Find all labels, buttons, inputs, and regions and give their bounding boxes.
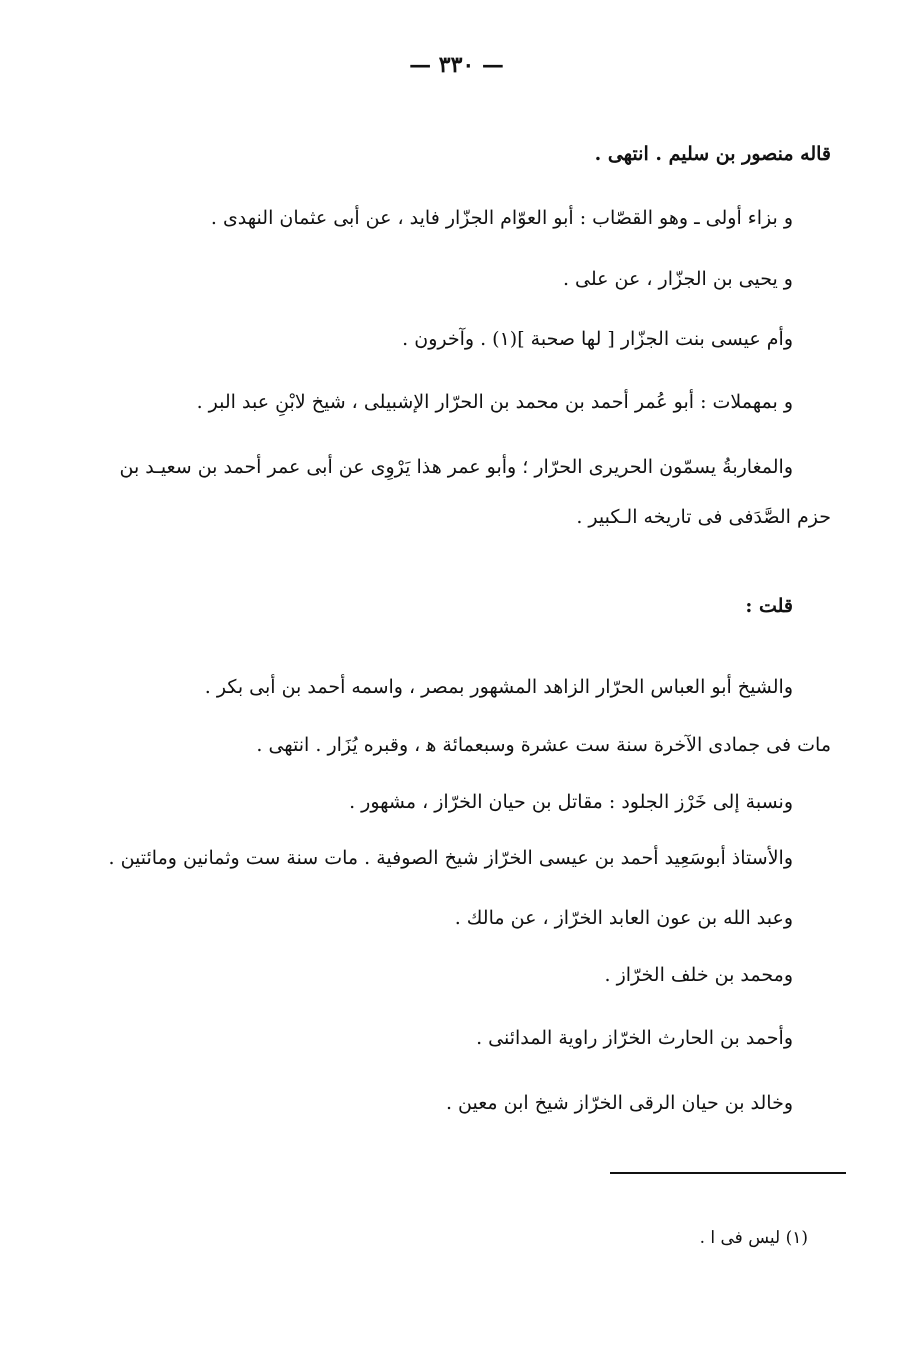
text-line-2: و بزاء أولى ـ وهو القصّاب : أبو العوّام الجزّار فايد ، عن أبى عثمان النهدى .	[210, 207, 793, 229]
text-line-1: قاله منصور بن سليم . انتهى .	[594, 143, 831, 165]
text-line-4: وأم عيسى بنت الجزّار [ لها صحبة ](١) . وآخرون .	[402, 328, 793, 350]
text-line-13: ومحمد بن خلف الخرّاز .	[604, 964, 793, 986]
text-line-15: وخالد بن حيان الرقى الخرّاز شيخ ابن معين .	[445, 1092, 793, 1114]
section-heading: قلت :	[745, 595, 793, 617]
footnote-divider	[610, 1172, 846, 1174]
text-line-6: والمغاربةُ يسمّون الحريرى الحرّار ؛ وأبو عمر هذا يَرْوِى عن أبى عمر أحمد بن سعيـد بن	[119, 456, 793, 478]
text-line-11: والأستاذ أبوسَعِيد أحمد بن عيسى الخرّاز شيخ الصوفية . مات سنة ست وثمانين ومائتين .	[108, 847, 793, 869]
text-line-14: وأحمد بن الحارث الخرّاز راوية المدائنى .	[476, 1027, 793, 1049]
text-line-8: والشيخ أبو العباس الحرّار الزاهد المشهور بمصر ، واسمه أحمد بن أبى بكر .	[204, 676, 793, 698]
text-line-10: ونسبة إلى خَرْز الجلود : مقاتل بن حيان الخرّاز ، مشهور .	[349, 791, 793, 813]
text-line-5: و بمهملات : أبو عُمر أحمد بن محمد بن الحرّار الإشبيلى ، شيخ لابْنِ عبد البر .	[196, 391, 793, 413]
text-line-9: مات فى جمادى الآخرة سنة ست عشرة وسبعمائة ﻫ ، وقبره يُزَار . انتهى .	[256, 734, 831, 756]
text-line-7: حزم الصَّدَفى فى تاريخه الـكبير .	[576, 506, 831, 528]
page-number: — ٣٣٠ —	[409, 52, 504, 78]
footnote: (١) ليس فى ا .	[699, 1228, 808, 1248]
text-line-3: و يحيى بن الجزّار ، عن على .	[562, 268, 793, 290]
text-line-12: وعبد الله بن عون العابد الخرّاز ، عن مالك .	[454, 907, 793, 929]
